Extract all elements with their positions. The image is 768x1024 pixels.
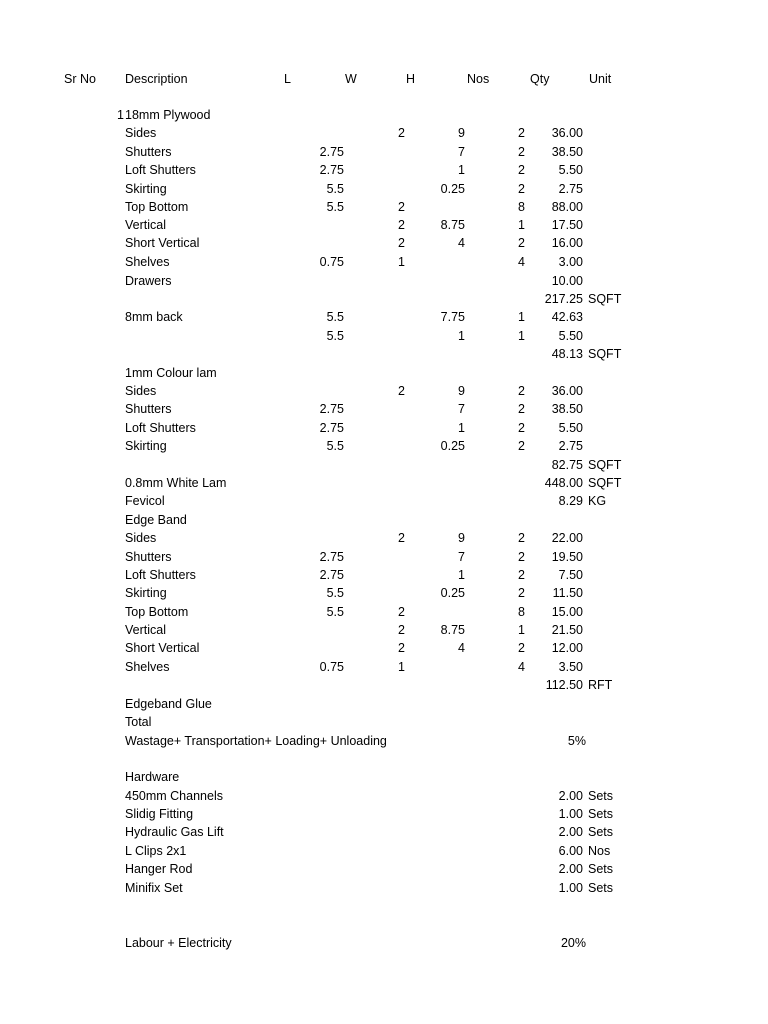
table-row	[0, 603, 768, 621]
table-row	[0, 308, 768, 326]
qty-cell: 5.50	[558, 163, 583, 177]
count-cell: 2	[518, 421, 525, 435]
unit-cell: SQFT	[588, 347, 622, 361]
table-row	[0, 695, 768, 713]
unit-cell: Sets	[588, 807, 614, 821]
count-cell: 2	[518, 236, 525, 250]
description-cell: Loft Shutters	[125, 568, 196, 582]
qty-cell: 7.50	[558, 568, 583, 582]
w-cell: 5.5	[326, 586, 344, 600]
description-cell: Skirting	[125, 586, 167, 600]
sr-no-cell: 1	[117, 108, 124, 122]
nos-cell: 0.25	[440, 182, 465, 196]
w-cell: 5.5	[326, 439, 344, 453]
description-cell: Hanger Rod	[125, 862, 193, 876]
table-row	[0, 658, 768, 676]
table-row	[0, 934, 768, 952]
table-row	[0, 180, 768, 198]
description-cell: Wastage+ Transportation+ Loading+ Unloading	[125, 734, 387, 748]
nos-cell: 7	[458, 550, 465, 564]
unit-cell: Sets	[588, 825, 614, 839]
unit-cell: Nos	[588, 844, 611, 858]
qty-cell: 2.00	[558, 862, 583, 876]
description-cell: 0.8mm White Lam	[125, 476, 227, 490]
h-cell: 2	[398, 641, 405, 655]
count-cell: 8	[518, 200, 525, 214]
w-cell: 0.75	[319, 660, 344, 674]
nos-cell: 4	[458, 236, 465, 250]
qty-cell: 5.50	[558, 421, 583, 435]
table-row	[0, 492, 768, 510]
count-cell: 8	[518, 605, 525, 619]
qty-cell: 36.00	[551, 126, 583, 140]
nos-cell: 9	[458, 531, 465, 545]
unit-cell: Sets	[588, 862, 614, 876]
qty-cell: 10.00	[551, 274, 583, 288]
description-cell: Shelves	[125, 255, 170, 269]
table-row	[0, 272, 768, 290]
table-row	[0, 364, 768, 382]
header-w: W	[345, 72, 357, 86]
description-cell: Labour + Electricity	[125, 936, 232, 950]
header-row	[0, 70, 768, 88]
w-cell: 5.5	[326, 182, 344, 196]
table-row	[0, 676, 768, 694]
table-row	[0, 639, 768, 657]
header-sr-no: Sr No	[64, 72, 96, 86]
w-cell: 2.75	[319, 421, 344, 435]
nos-cell: 8.75	[440, 623, 465, 637]
description-cell: Short Vertical	[125, 641, 200, 655]
qty-cell: 88.00	[551, 200, 583, 214]
nos-cell: 9	[458, 384, 465, 398]
table-row	[0, 732, 768, 750]
nos-cell: 1	[458, 568, 465, 582]
h-cell: 1	[398, 660, 405, 674]
h-cell: 2	[398, 605, 405, 619]
description-cell: Vertical	[125, 218, 166, 232]
table-row	[0, 584, 768, 602]
count-cell: 1	[518, 218, 525, 232]
qty-cell: 15.00	[551, 605, 583, 619]
description-cell: Sides	[125, 384, 157, 398]
table-row	[0, 456, 768, 474]
qty-cell: 112.50	[545, 678, 583, 692]
qty-cell: 38.50	[551, 145, 583, 159]
count-cell: 1	[518, 329, 525, 343]
table-row	[0, 161, 768, 179]
count-cell: 4	[518, 255, 525, 269]
count-cell: 2	[518, 384, 525, 398]
nos-cell: 9	[458, 126, 465, 140]
nos-cell: 7.75	[440, 310, 465, 324]
header-description: Description	[125, 72, 188, 86]
header-h: H	[406, 72, 416, 86]
nos-cell: 1	[458, 329, 465, 343]
h-cell: 1	[398, 255, 405, 269]
header-l: L	[284, 72, 291, 86]
qty-cell: 2.75	[558, 439, 583, 453]
qty-cell: 3.00	[558, 255, 583, 269]
table-row	[0, 124, 768, 142]
table-row	[0, 823, 768, 841]
description-cell: 8mm back	[125, 310, 183, 324]
unit-cell: RFT	[588, 678, 613, 692]
qty-cell: 1.00	[558, 881, 583, 895]
count-cell: 2	[518, 126, 525, 140]
h-cell: 2	[398, 384, 405, 398]
table-row	[0, 768, 768, 786]
percent-cell: 5%	[567, 734, 586, 748]
qty-cell: 8.29	[558, 494, 583, 508]
qty-cell: 6.00	[558, 844, 583, 858]
count-cell: 2	[518, 402, 525, 416]
h-cell: 2	[398, 531, 405, 545]
description-cell: L Clips 2x1	[125, 844, 187, 858]
header-nos: Nos	[467, 72, 490, 86]
unit-cell: SQFT	[588, 476, 622, 490]
qty-cell: 82.75	[551, 458, 583, 472]
qty-cell: 3.50	[558, 660, 583, 674]
description-cell: Drawers	[125, 274, 172, 288]
nos-cell: 4	[458, 641, 465, 655]
qty-cell: 2.75	[558, 182, 583, 196]
table-row	[0, 787, 768, 805]
w-cell: 5.5	[326, 200, 344, 214]
count-cell: 1	[518, 623, 525, 637]
description-cell: 450mm Channels	[125, 789, 223, 803]
description-cell: Edge Band	[125, 513, 187, 527]
table-row	[0, 143, 768, 161]
table-row	[0, 511, 768, 529]
nos-cell: 0.25	[440, 586, 465, 600]
table-row	[0, 805, 768, 823]
w-cell: 0.75	[319, 255, 344, 269]
header-qty: Qty	[530, 72, 550, 86]
description-cell: Skirting	[125, 439, 167, 453]
table-row	[0, 842, 768, 860]
table-row	[0, 437, 768, 455]
description-cell: Top Bottom	[125, 200, 189, 214]
w-cell: 2.75	[319, 145, 344, 159]
qty-cell: 217.25	[544, 292, 583, 306]
nos-cell: 1	[458, 421, 465, 435]
qty-cell: 36.00	[551, 384, 583, 398]
description-cell: Skirting	[125, 182, 167, 196]
count-cell: 2	[518, 163, 525, 177]
nos-cell: 7	[458, 145, 465, 159]
qty-cell: 38.50	[551, 402, 583, 416]
table-row	[0, 400, 768, 418]
nos-cell: 1	[458, 163, 465, 177]
w-cell: 2.75	[319, 550, 344, 564]
qty-cell: 11.50	[552, 586, 583, 600]
table-row	[0, 860, 768, 878]
table-row	[0, 713, 768, 731]
count-cell: 2	[518, 531, 525, 545]
nos-cell: 0.25	[440, 439, 465, 453]
description-cell: Fevicol	[125, 494, 165, 508]
qty-cell: 12.00	[551, 641, 583, 655]
table-row	[0, 253, 768, 271]
description-cell: Hydraulic Gas Lift	[125, 825, 224, 839]
table-row	[0, 290, 768, 308]
table-row	[0, 382, 768, 400]
count-cell: 2	[518, 182, 525, 196]
count-cell: 2	[518, 641, 525, 655]
description-cell: Minifix Set	[125, 881, 183, 895]
table-row	[0, 106, 768, 124]
description-cell: Loft Shutters	[125, 163, 196, 177]
description-cell: Short Vertical	[125, 236, 200, 250]
h-cell: 2	[398, 236, 405, 250]
table-row	[0, 529, 768, 547]
description-cell: 18mm Plywood	[125, 108, 211, 122]
table-row	[0, 234, 768, 252]
percent-cell: 20%	[560, 936, 586, 950]
unit-cell: SQFT	[588, 292, 622, 306]
description-cell: Loft Shutters	[125, 421, 196, 435]
w-cell: 5.5	[326, 329, 344, 343]
unit-cell: Sets	[588, 789, 614, 803]
description-cell: Vertical	[125, 623, 166, 637]
nos-cell: 8.75	[440, 218, 465, 232]
description-cell: Top Bottom	[125, 605, 189, 619]
count-cell: 1	[518, 310, 525, 324]
h-cell: 2	[398, 126, 405, 140]
h-cell: 2	[398, 200, 405, 214]
description-cell: Edgeband Glue	[125, 697, 212, 711]
table-row	[0, 566, 768, 584]
count-cell: 4	[518, 660, 525, 674]
table-row	[0, 548, 768, 566]
qty-cell: 42.63	[551, 310, 583, 324]
description-cell: 1mm Colour lam	[125, 366, 217, 380]
w-cell: 2.75	[319, 568, 344, 582]
description-cell: Sides	[125, 531, 157, 545]
unit-cell: Sets	[588, 881, 614, 895]
unit-cell: KG	[588, 494, 607, 508]
count-cell: 2	[518, 145, 525, 159]
table-row	[0, 419, 768, 437]
table-row	[0, 621, 768, 639]
table-row	[0, 198, 768, 216]
h-cell: 2	[398, 218, 405, 232]
qty-cell: 22.00	[551, 531, 583, 545]
description-cell: Sides	[125, 126, 157, 140]
qty-cell: 5.50	[558, 329, 583, 343]
description-cell: Shutters	[125, 145, 172, 159]
description-cell: Shelves	[125, 660, 170, 674]
count-cell: 2	[518, 550, 525, 564]
table-row	[0, 474, 768, 492]
description-cell: Slidig Fitting	[125, 807, 194, 821]
description-cell: Shutters	[125, 550, 172, 564]
description-cell: Hardware	[125, 770, 180, 784]
count-cell: 2	[518, 439, 525, 453]
qty-cell: 17.50	[551, 218, 583, 232]
table-row	[0, 345, 768, 363]
qty-cell: 2.00	[558, 825, 583, 839]
description-cell: Shutters	[125, 402, 172, 416]
w-cell: 2.75	[319, 402, 344, 416]
qty-cell: 21.50	[551, 623, 583, 637]
qty-cell: 2.00	[558, 789, 583, 803]
qty-cell: 48.13	[551, 347, 583, 361]
count-cell: 2	[518, 568, 525, 582]
header-unit: Unit	[589, 72, 612, 86]
nos-cell: 7	[458, 402, 465, 416]
table-row	[0, 879, 768, 897]
w-cell: 5.5	[326, 310, 344, 324]
table-row	[0, 216, 768, 234]
description-cell: Total	[125, 715, 152, 729]
qty-cell: 16.00	[551, 236, 583, 250]
unit-cell: SQFT	[588, 458, 622, 472]
w-cell: 5.5	[326, 605, 344, 619]
qty-cell: 1.00	[558, 807, 583, 821]
w-cell: 2.75	[319, 163, 344, 177]
count-cell: 2	[518, 586, 525, 600]
table-row	[0, 327, 768, 345]
h-cell: 2	[398, 623, 405, 637]
qty-cell: 448.00	[544, 476, 583, 490]
qty-cell: 19.50	[551, 550, 583, 564]
